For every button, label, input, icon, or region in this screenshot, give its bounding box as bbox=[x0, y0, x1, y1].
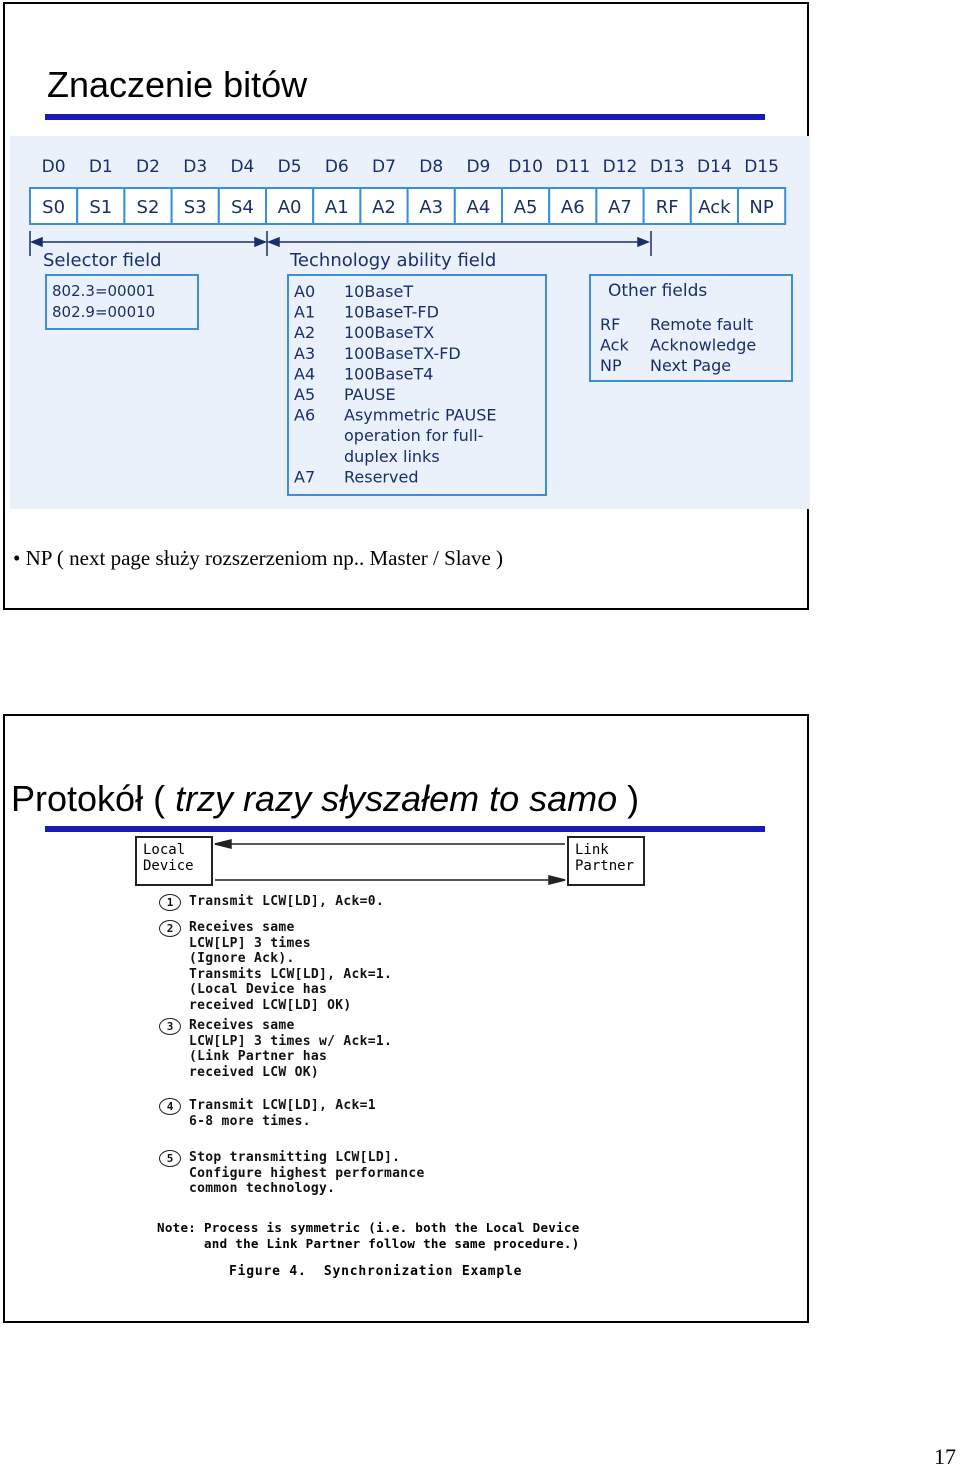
bit-cell-label: S4 bbox=[230, 197, 254, 218]
other-code: Ack bbox=[600, 335, 629, 355]
other-code: NP bbox=[600, 356, 622, 375]
technology-value: Reserved bbox=[344, 467, 419, 487]
bit-header: D7 bbox=[372, 157, 396, 177]
technology-code: A4 bbox=[294, 364, 316, 384]
technology-code: A3 bbox=[294, 343, 316, 363]
figure-note: Note: Process is symmetric (i.e. both the Local Device and the Link Partner follow the same procedure.) bbox=[157, 1220, 580, 1251]
arrow-left-icon bbox=[215, 840, 231, 848]
technology-value: operation for full- bbox=[344, 426, 484, 446]
bullet-np: • NP ( next page służy rozszerzeniom np.. Master / Slave ) bbox=[13, 546, 504, 570]
title-underline bbox=[45, 826, 765, 832]
bit-header: D5 bbox=[277, 157, 302, 177]
bit-header: D9 bbox=[466, 157, 491, 177]
bit-cell-label: S0 bbox=[42, 197, 66, 218]
technology-value: Asymmetric PAUSE bbox=[344, 405, 497, 425]
step-text: Transmit LCW[LD], Ack=1 6-8 more times. bbox=[189, 1098, 376, 1129]
selector-line-2: 802.9=00010 bbox=[52, 303, 156, 321]
technology-code: A2 bbox=[294, 323, 316, 343]
bit-cell-label: A0 bbox=[277, 197, 302, 218]
bit-cell-label: A3 bbox=[419, 197, 444, 218]
step-text: Transmit LCW[LD], Ack=0. bbox=[189, 894, 385, 909]
local-device-box: Local Device bbox=[135, 836, 213, 886]
bit-cell-label: A4 bbox=[466, 197, 491, 218]
technology-value: 10BaseT-FD bbox=[344, 302, 439, 322]
technology-value: 100BaseTX bbox=[344, 323, 435, 343]
title-underline bbox=[45, 114, 765, 120]
slide-znaczenie-bitow bbox=[3, 2, 809, 610]
technology-code: A6 bbox=[294, 405, 316, 425]
selector-line-1: 802.3=00001 bbox=[52, 282, 156, 300]
step-text: Receives same LCW[LP] 3 times w/ Ack=1. (Link Partner has received LCW OK) bbox=[189, 1018, 393, 1080]
selector-field-label: Selector field bbox=[43, 250, 162, 271]
other-fields-title: Other fields bbox=[608, 281, 708, 301]
step-number: 5 bbox=[159, 1150, 181, 1167]
bit-cell-label: A2 bbox=[372, 197, 396, 218]
link-partner-box: Link Partner bbox=[567, 836, 645, 886]
step-number: 3 bbox=[159, 1018, 181, 1035]
step-number: 1 bbox=[159, 894, 181, 911]
page-number: 17 bbox=[934, 1444, 956, 1469]
technology-code: A7 bbox=[294, 467, 316, 487]
bit-header: D11 bbox=[555, 157, 591, 177]
bit-header: D14 bbox=[697, 157, 732, 177]
bit-header: D6 bbox=[324, 157, 349, 177]
slide-protokol bbox=[3, 714, 809, 1323]
bit-header: D13 bbox=[649, 157, 685, 177]
bit-header: D15 bbox=[744, 157, 779, 177]
bit-header: D4 bbox=[230, 157, 255, 177]
bit-header: D3 bbox=[183, 157, 208, 177]
technology-code: A0 bbox=[294, 282, 316, 301]
synchronization-figure bbox=[133, 834, 663, 1284]
other-code: RF bbox=[600, 315, 621, 334]
bit-cell-label: S1 bbox=[89, 197, 113, 218]
technology-value: duplex links bbox=[344, 446, 440, 466]
bullet-text: NP ( next page służy rozszerzeniom np.. Master / Slave ) bbox=[25, 546, 504, 570]
bit-cell-label: A6 bbox=[560, 197, 585, 218]
bit-cell-label: A1 bbox=[324, 197, 349, 218]
bit-header: D1 bbox=[88, 157, 113, 177]
arrow-right-icon bbox=[549, 876, 565, 884]
step-number: 4 bbox=[159, 1098, 181, 1115]
bit-cell-label: NP bbox=[749, 197, 774, 218]
other-value: Remote fault bbox=[650, 315, 754, 334]
technology-value: PAUSE bbox=[344, 385, 396, 404]
other-value: Acknowledge bbox=[650, 335, 757, 355]
technology-value: 100BaseTX-FD bbox=[344, 343, 461, 363]
exchange-arrows bbox=[133, 834, 663, 894]
technology-field-label: Technology ability field bbox=[290, 250, 497, 271]
bit-header: D0 bbox=[41, 157, 66, 177]
title-italic: trzy razy słyszałem to samo bbox=[175, 778, 618, 819]
bit-cell-label: Ack bbox=[698, 197, 731, 218]
bit-cell-label: A5 bbox=[513, 197, 538, 218]
bit-cell-label: A7 bbox=[608, 197, 632, 218]
slide-title bbox=[11, 778, 639, 820]
bit-cell-label: S2 bbox=[136, 197, 160, 218]
title-close: ) bbox=[617, 778, 640, 819]
figure-caption: Figure 4. Synchronization Example bbox=[229, 1264, 523, 1279]
technology-code: A1 bbox=[294, 302, 316, 322]
bit-header: D8 bbox=[419, 157, 444, 177]
technology-value: 100BaseT4 bbox=[344, 364, 434, 384]
technology-code: A5 bbox=[294, 385, 316, 404]
title-plain: Protokół ( bbox=[11, 778, 176, 819]
step-text: Stop transmitting LCW[LD]. Configure highest performance common technology. bbox=[189, 1150, 425, 1197]
bit-field-diagram bbox=[10, 136, 810, 509]
bit-cell-label: RF bbox=[655, 197, 679, 218]
bit-cell-label: S3 bbox=[183, 197, 207, 218]
bit-header: D10 bbox=[508, 157, 543, 177]
bit-field-svg bbox=[10, 136, 810, 509]
other-value: Next Page bbox=[650, 356, 732, 375]
step-number: 2 bbox=[159, 920, 181, 937]
step-text: Receives same LCW[LP] 3 times (Ignore Ack). Transmits LCW[LD], Ack=1. (Local Device has received LCW[LD] OK) bbox=[189, 920, 393, 1013]
bit-header: D12 bbox=[602, 157, 638, 177]
technology-value: 10BaseT bbox=[344, 282, 414, 301]
slide-title: Znaczenie bitów bbox=[47, 64, 308, 105]
bit-header: D2 bbox=[136, 157, 160, 177]
